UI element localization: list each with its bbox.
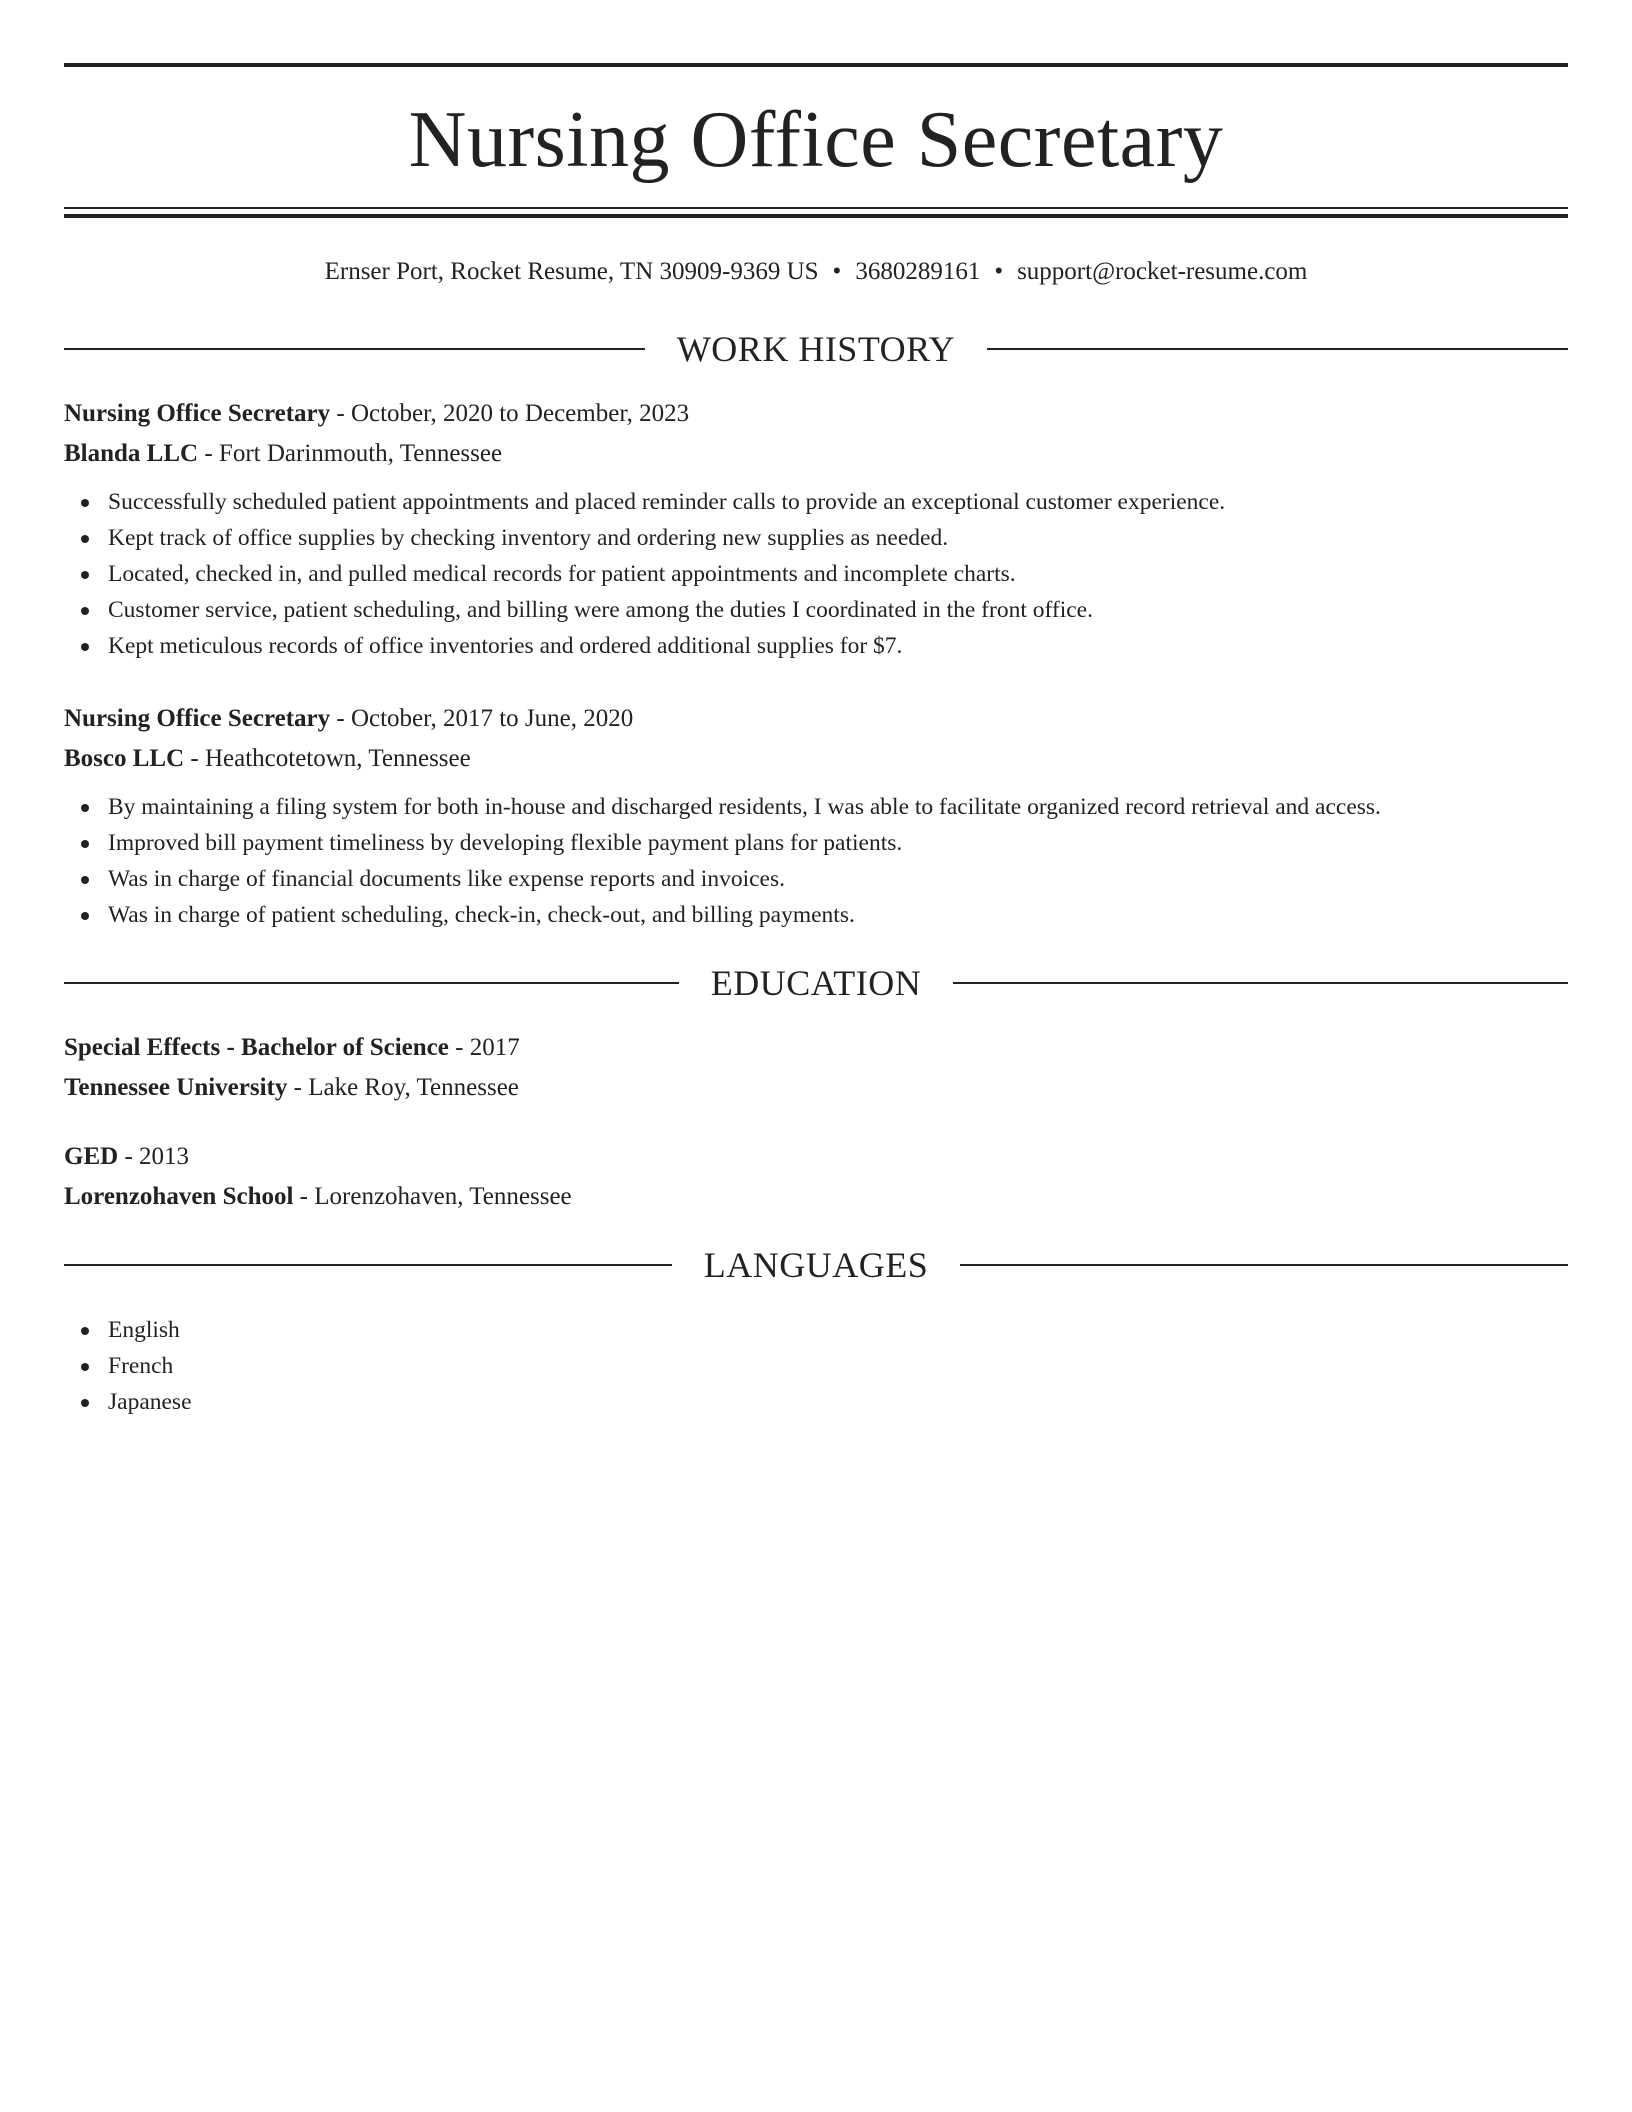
education-degree-line [64, 1028, 1568, 1068]
language-item: English [64, 1312, 1568, 1348]
job-title-line [64, 394, 1568, 434]
heading-rule-right [960, 1264, 1568, 1266]
job-dates: - October, 2017 to June, 2020 [330, 705, 634, 732]
section-heading-education [64, 961, 1568, 1005]
section-title: WORK HISTORY [676, 329, 956, 369]
resume-name: Nursing Office Secretary [408, 96, 1224, 184]
job-bullet: Kept track of office supplies by checking inventory and ordering new supplies as needed. [64, 520, 1568, 556]
job-bullet: By maintaining a filing system for both in-house and discharged residents, I was able to facilitate organized record retrieval and access. [64, 789, 1568, 825]
section-heading-languages [64, 1243, 1568, 1287]
job-bullet: Improved bill payment timeliness by developing flexible payment plans for patients. [64, 825, 1568, 861]
heading-rule-right [987, 348, 1568, 350]
language-item: French [64, 1348, 1568, 1384]
job-company: Bosco LLC [64, 745, 185, 772]
job-company: Blanda LLC [64, 440, 199, 467]
contact-address: Ernser Port, Rocket Resume, TN 30909-9369 US [324, 258, 819, 285]
job-location: - Fort Darinmouth, Tennessee [198, 440, 503, 467]
education-year: - 2013 [118, 1143, 190, 1170]
education-school-line [64, 1068, 1568, 1108]
job-location: - Heathcotetown, Tennessee [184, 745, 471, 772]
education-entry [64, 1137, 1568, 1217]
contact-separator: • [832, 258, 842, 285]
job-entry [64, 699, 1568, 933]
name-rule-thick [64, 214, 1568, 218]
job-bullet: Was in charge of financial documents like expense reports and invoices. [64, 861, 1568, 897]
job-company-line [64, 434, 1568, 474]
languages-entry [64, 1312, 1568, 1420]
name-rule-thin [64, 207, 1568, 209]
job-title: Nursing Office Secretary [64, 400, 331, 427]
education-degree: GED [64, 1143, 119, 1170]
education-school: Tennessee University [64, 1074, 288, 1101]
job-bullet: Was in charge of patient scheduling, check-in, check-out, and billing payments. [64, 897, 1568, 933]
section-title: LANGUAGES [703, 1245, 929, 1285]
education-school: Lorenzohaven School [64, 1183, 294, 1210]
contact-email[interactable]: support@rocket-resume.com [1017, 258, 1308, 285]
heading-rule-left [64, 982, 679, 984]
section-heading-work-history [64, 327, 1568, 371]
job-bullet: Kept meticulous records of office inventories and ordered additional supplies for $7. [64, 628, 1568, 664]
heading-rule-left [64, 348, 645, 350]
top-rule [64, 63, 1568, 67]
education-entry [64, 1028, 1568, 1108]
job-bullet: Located, checked in, and pulled medical records for patient appointments and incomplete charts. [64, 556, 1568, 592]
education-school-line [64, 1177, 1568, 1217]
heading-rule-left [64, 1264, 672, 1266]
heading-rule-right [953, 982, 1568, 984]
education-location: - Lorenzohaven, Tennessee [293, 1183, 572, 1210]
education-location: - Lake Roy, Tennessee [287, 1074, 519, 1101]
contact-phone: 3680289161 [855, 258, 981, 285]
job-title-line [64, 699, 1568, 739]
job-bullets [64, 789, 1568, 933]
contact-line [64, 255, 1568, 289]
job-bullet: Customer service, patient scheduling, and billing were among the duties I coordinated in the front office. [64, 592, 1568, 628]
education-degree-line [64, 1137, 1568, 1177]
job-company-line [64, 739, 1568, 779]
job-bullet: Successfully scheduled patient appointments and placed reminder calls to provide an exceptional customer experience. [64, 484, 1568, 520]
job-title: Nursing Office Secretary [64, 705, 331, 732]
job-dates: - October, 2020 to December, 2023 [330, 400, 690, 427]
language-item: Japanese [64, 1384, 1568, 1420]
contact-separator: • [994, 258, 1004, 285]
section-title: EDUCATION [710, 963, 922, 1003]
language-list [64, 1312, 1568, 1420]
job-entry [64, 394, 1568, 664]
job-bullets [64, 484, 1568, 664]
education-year: - 2017 [448, 1034, 520, 1061]
education-degree: Special Effects - Bachelor of Science [64, 1034, 449, 1061]
